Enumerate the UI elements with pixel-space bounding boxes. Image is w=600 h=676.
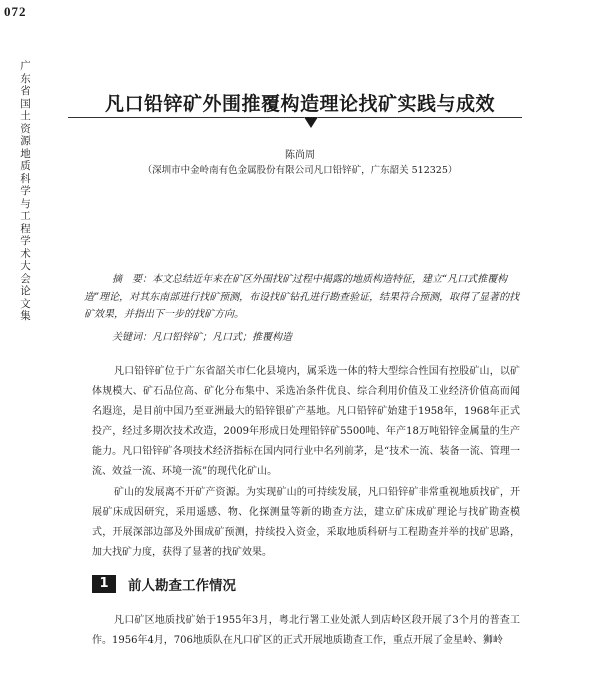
- author: 陈尚周: [285, 150, 315, 161]
- section-heading: [92, 574, 236, 594]
- body-paragraph: 矿山的发展离不开矿产资源。为实现矿山的可持续发展，凡口铅锌矿非常重视地质找矿，开展矿床成因研究，采用遥感、物、化探测量等新的勘查方法，建立矿床成矿理论与找矿勘查模式，开展深部边部及外围成矿预测，持续投入资金，采取地质科研与工程勘查并举的找矿思路，加大找矿力度，获得了显著的找矿效果。: [92, 487, 520, 558]
- affiliation: （深圳市中金岭南有色金属股份有限公司凡口铅锌矿，广东韶关 512325）: [142, 165, 458, 176]
- section-title: 前人勘查工作情况: [128, 578, 236, 594]
- title-rule-left: [68, 117, 304, 118]
- body-paragraph: 凡口铅锌矿位于广东省韶关市仁化县境内，属采选一体的特大型综合性国有控股矿山，以矿体规模大、矿石品位高、矿化分布集中、采选冶条件优良、综合利用价值及工业经济价值高而闻名遐迩，是目前中国乃至亚洲最大的铅锌银矿产基地。凡口铅锌矿始建于1958年，1968年正式投产，经过多期次技术改造，2009年形成日处理铅锌矿5500吨、年产18万吨铅锌金属量的生产能力。凡口铅锌矿各项技术经济指标在国内同行业中名列前茅，是“技术一流、装备一流、管理一流、效益一流、环境一流”的现代化矿山。: [92, 366, 520, 477]
- abstract-label: 摘 要：: [112, 274, 152, 285]
- abstract: [84, 271, 520, 324]
- page-number: 072: [4, 4, 27, 19]
- title-rule-triangle: [304, 117, 318, 128]
- abstract-text: 本文总结近年来在矿区外围找矿过程中揭露的地质构造特征，建立“凡口式推覆构造”理论，对其东南部进行找矿预测，布设找矿钻孔进行勘查验证，结果符合预测，取得了显著的找矿效果，并指出下一步的找矿方向。: [84, 274, 520, 320]
- section-number: 1: [92, 575, 116, 593]
- title-rule-right: [318, 117, 522, 118]
- body-paragraph: 凡口矿区地质找矿始于1955年3月，粤北行署工业处派人到店岭区段开展了3个月的普查工作。1956年4月，706地质队在凡口矿区的正式开展地质勘查工作，重点开展了金星岭、狮岭: [92, 615, 520, 646]
- keywords-label: 关键词：: [112, 332, 152, 343]
- proceedings-side-label: 广东省国土资源地质科学与工程学术大会论文集: [20, 60, 31, 322]
- article-title: 凡口铅锌矿外围推覆构造理论找矿实践与成效: [104, 93, 495, 115]
- keywords-text: 凡口铅锌矿；凡口式；推覆构造: [152, 332, 292, 343]
- keywords: [112, 328, 522, 343]
